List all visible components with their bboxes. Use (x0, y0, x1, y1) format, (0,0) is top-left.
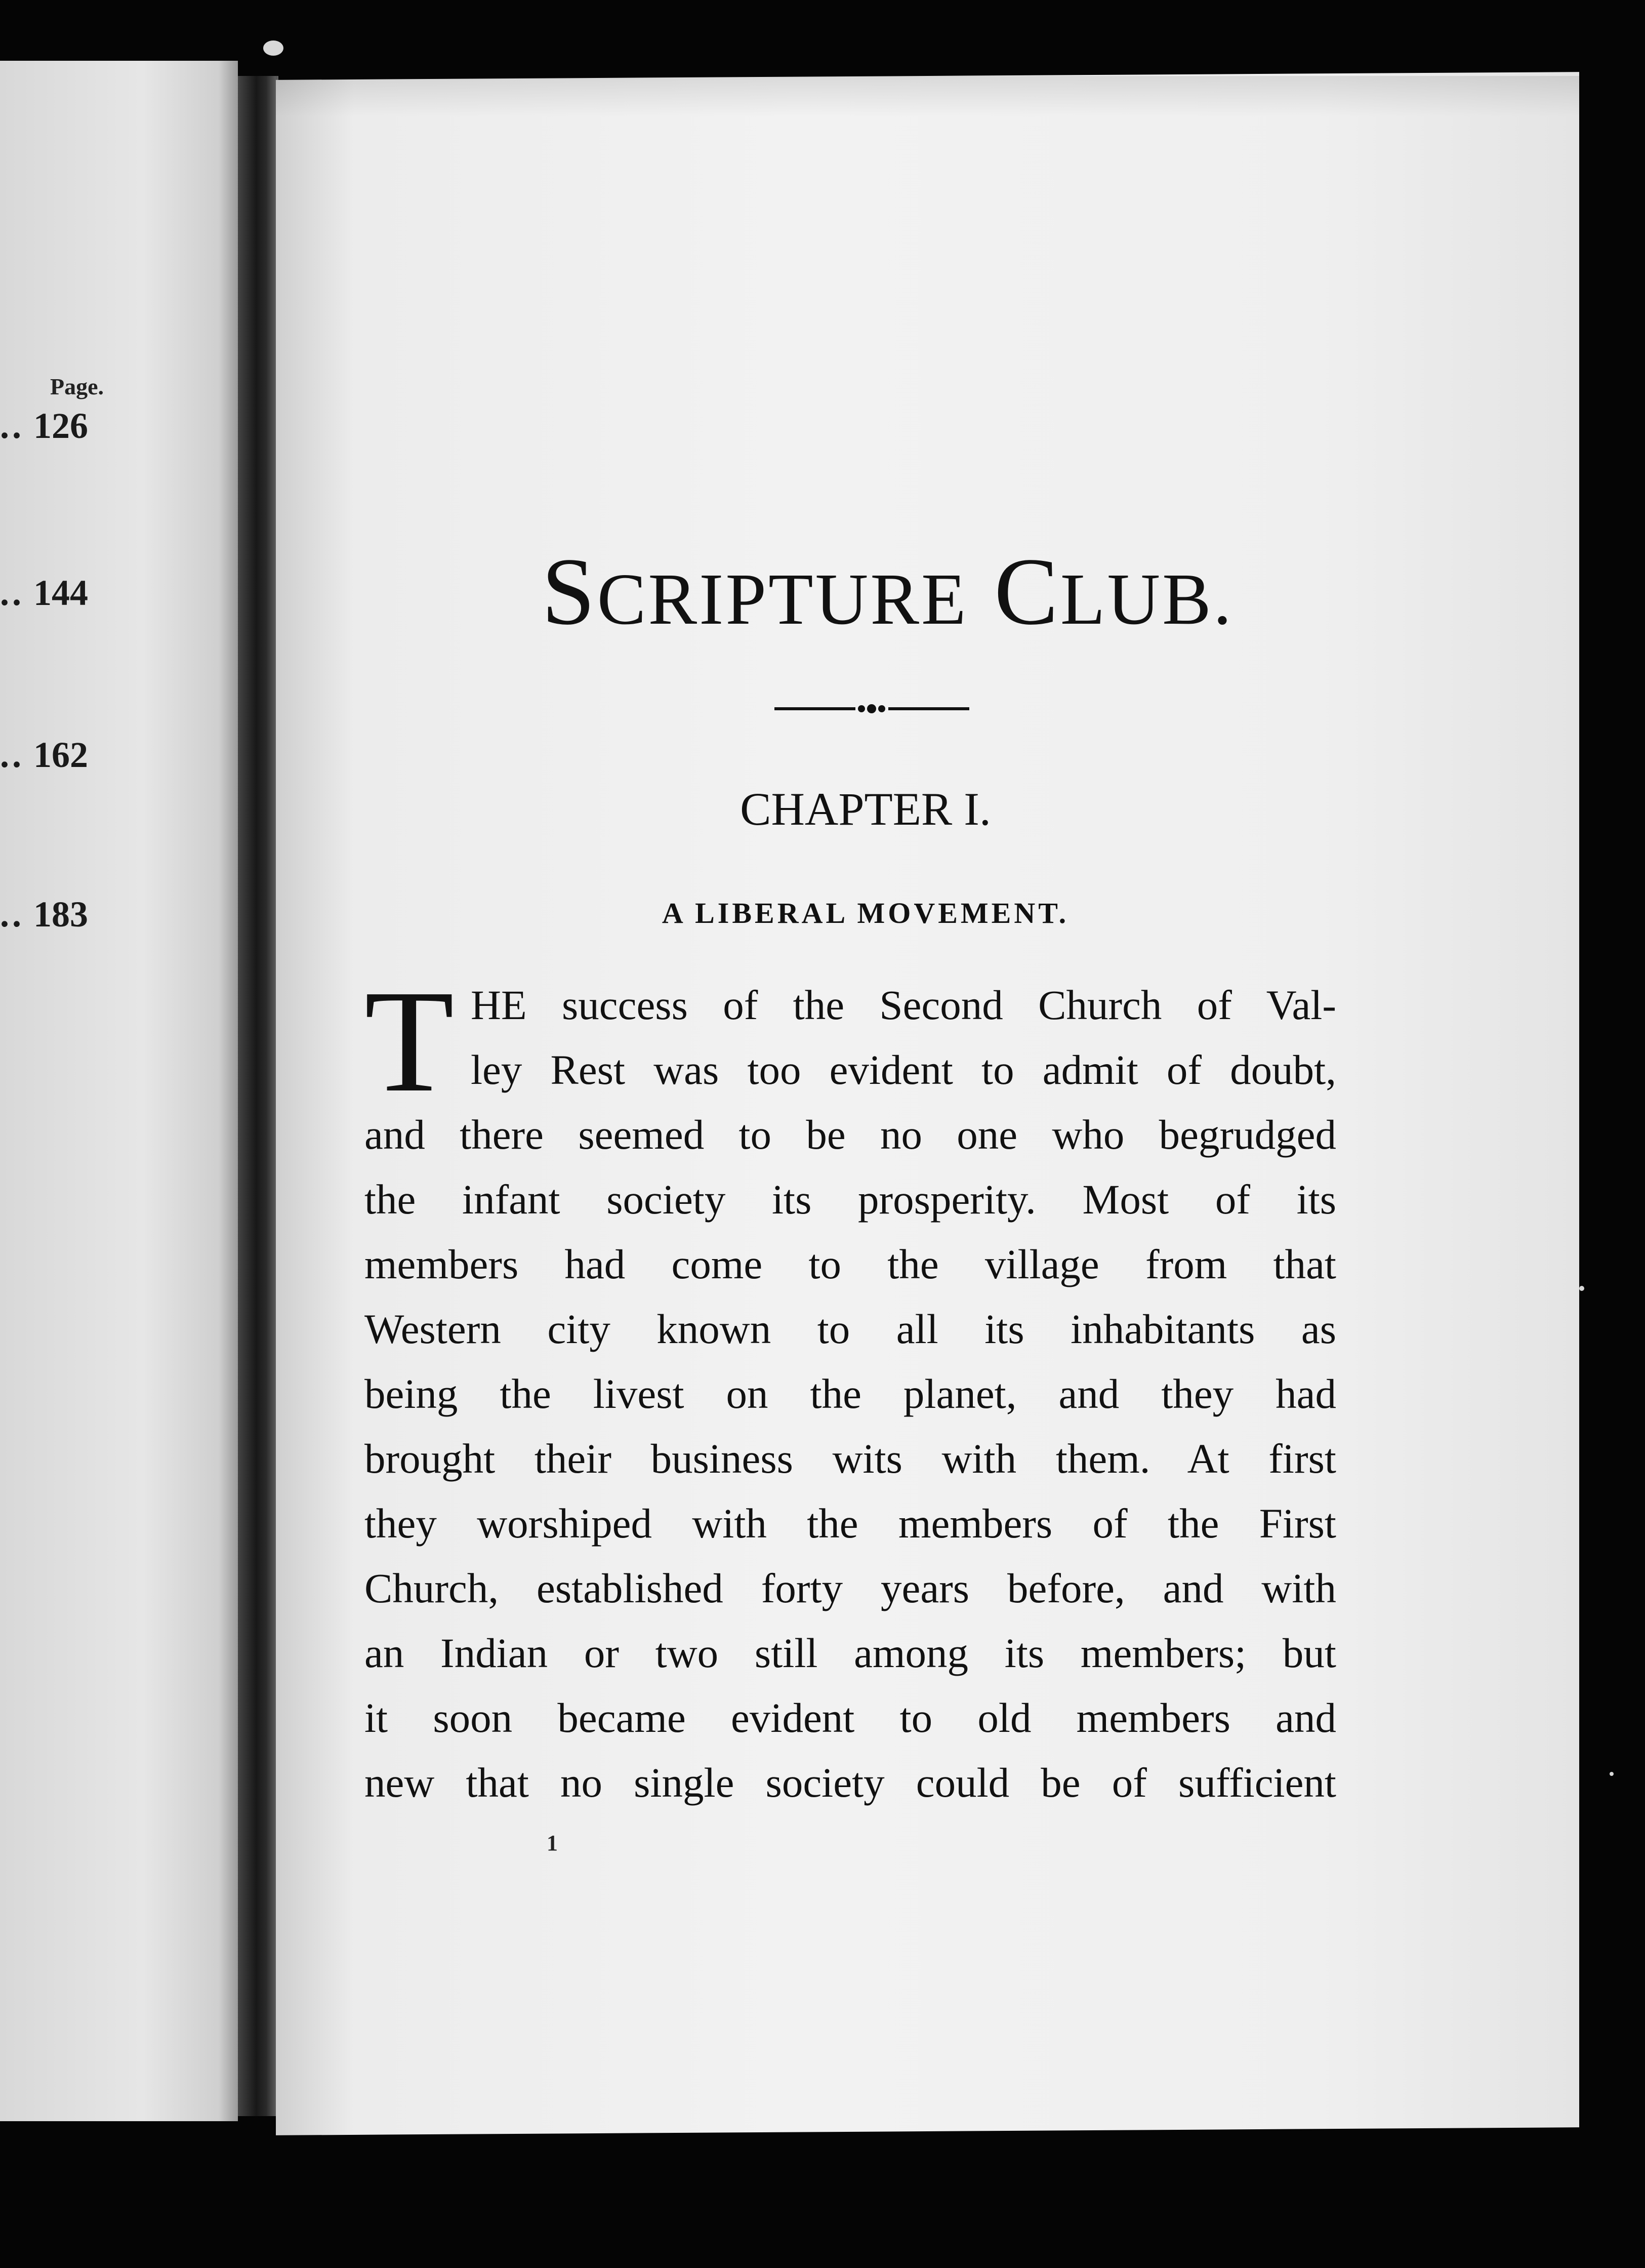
book-title (542, 537, 1240, 647)
text-line: new that no single society could be of sufficient (364, 1759, 1336, 1806)
text-line: being the livest on the planet, and they had (364, 1370, 1336, 1417)
toc-page-number: 126 (33, 406, 88, 446)
toc-leader-dots: .. (0, 735, 24, 775)
title-word: CRIPTURE (597, 559, 968, 640)
text-line: Church, established forty years before, and with (364, 1565, 1336, 1611)
left-page (0, 61, 238, 2121)
chapter-heading: CHAPTER I. (740, 783, 991, 835)
body-text (364, 960, 1336, 1840)
toc-leader-dots: .. (0, 573, 24, 613)
title-word: LUB. (1060, 559, 1234, 640)
dust-speck (1579, 1286, 1584, 1291)
text-line: Western city known to all its inhabitants as (364, 1306, 1336, 1352)
text-line: an Indian or two still among its members; but (364, 1630, 1336, 1676)
text-line: HE success of the Second Church of Val- (471, 982, 1336, 1028)
chapter-subtitle: A LIBERAL MOVEMENT. (662, 897, 1070, 929)
text-line: it soon became evident to old members and (364, 1694, 1336, 1741)
toc-leader-dots: .. (0, 894, 24, 935)
page-shadow (276, 76, 1579, 116)
drop-cap: T (364, 960, 455, 1122)
dust-speck (263, 40, 283, 56)
toc-row (0, 572, 121, 614)
text-line: and there seemed to be no one who begrudged (364, 1111, 1336, 1158)
toc-page-number: 162 (33, 735, 88, 775)
book-gutter (238, 76, 278, 2116)
ornamental-rule (774, 701, 969, 716)
toc-row (0, 734, 121, 776)
title-initial: S (542, 539, 597, 645)
toc-row (0, 894, 121, 936)
text-line: members had come to the village from that (364, 1241, 1336, 1287)
text-line: the infant society its prosperity. Most of its (364, 1176, 1336, 1223)
text-line: brought their business wits with them. At first (364, 1435, 1336, 1482)
signature-mark: 1 (547, 1831, 558, 1855)
toc-row (0, 405, 121, 447)
toc-page-number: 183 (33, 894, 88, 935)
text-line: ley Rest was too evident to admit of doubt, (471, 1046, 1336, 1093)
text-line: they worshiped with the members of the First (364, 1500, 1336, 1547)
toc-page-header: Page. (50, 374, 104, 399)
title-initial: C (994, 539, 1060, 645)
toc-leader-dots: .. (0, 406, 24, 446)
toc-page-number: 144 (33, 573, 88, 613)
dust-speck (1610, 1772, 1614, 1776)
